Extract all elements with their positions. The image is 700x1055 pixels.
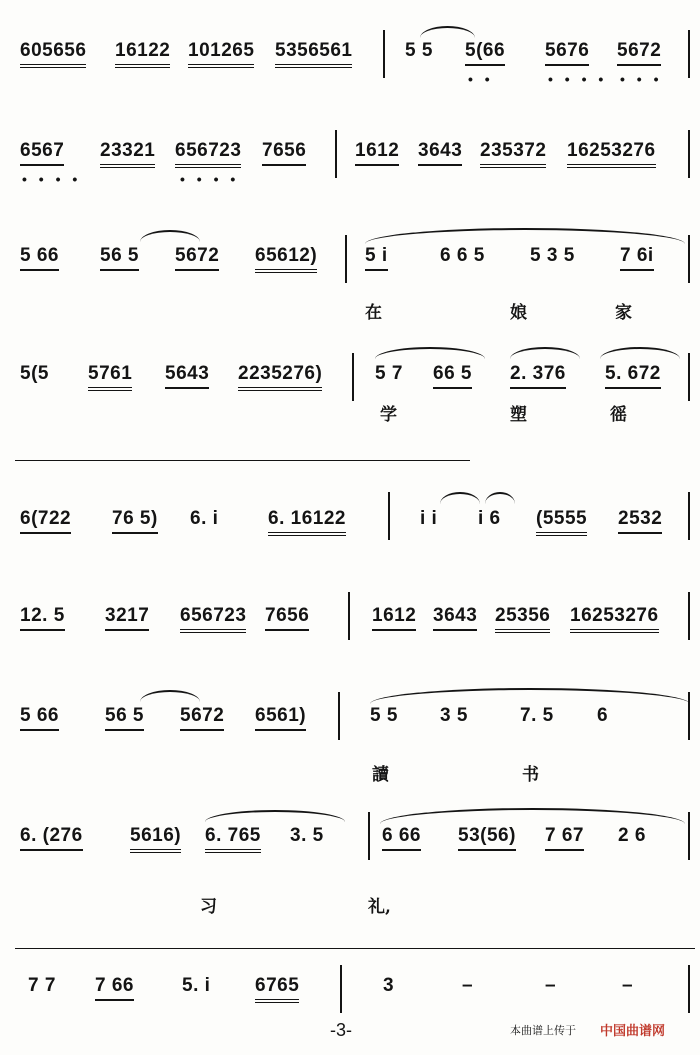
barline [383, 30, 385, 78]
note-group: 7. 5 [520, 705, 554, 726]
note-group: 56 5 [105, 705, 144, 731]
slur [440, 492, 480, 504]
barline [688, 592, 690, 640]
octave-dots: • • • [620, 71, 663, 87]
note-group: 7 66 [95, 975, 134, 1001]
note-group: 5676 [545, 40, 589, 66]
score-system [0, 30, 700, 130]
slur [140, 230, 200, 242]
barline [688, 353, 690, 401]
note-group: 5. 672 [605, 363, 661, 389]
lyric: 在 [365, 303, 382, 323]
page-number: -3- [330, 1020, 352, 1040]
slur [370, 688, 690, 704]
score-system [0, 130, 700, 230]
note-group: 5643 [165, 363, 209, 389]
note-group: 5 66 [20, 245, 59, 271]
note-group: 5(66 [465, 40, 505, 66]
barline [688, 692, 690, 740]
slur [380, 808, 685, 824]
score-system [0, 690, 700, 790]
note-group: – [462, 975, 474, 996]
score-system [0, 810, 700, 917]
note-group: 6567 [20, 140, 64, 166]
barline [345, 235, 347, 283]
divider-line [15, 948, 695, 949]
note-group: 16253276 [570, 605, 659, 633]
note-group: 101265 [188, 40, 254, 68]
note-group: 1612 [372, 605, 416, 631]
note-group: 5356561 [275, 40, 352, 68]
octave-dots: • • • • [180, 171, 240, 187]
note-group: – [545, 975, 557, 996]
note-group: 3 5 [440, 705, 468, 726]
note-group: 5761 [88, 363, 132, 391]
note-group: 5. i [182, 975, 211, 996]
barline [335, 130, 337, 178]
note-group: 7656 [262, 140, 306, 166]
lyric: 家 [615, 303, 632, 323]
lyric: 塑 [510, 405, 527, 425]
note-group: 5 i [365, 245, 388, 271]
barline [688, 235, 690, 283]
note-group: 5616) [130, 825, 181, 853]
barline [688, 965, 690, 1013]
note-group: 5672 [180, 705, 224, 731]
note-group: 6765 [255, 975, 299, 1003]
barline [338, 692, 340, 740]
barline [340, 965, 342, 1013]
barline [688, 492, 690, 540]
note-group: 5672 [617, 40, 661, 66]
lyric: 娘 [510, 303, 527, 323]
note-group: 605656 [20, 40, 86, 68]
note-group: 5 3 5 [530, 245, 575, 266]
score-system [0, 345, 700, 445]
note-group: 5672 [175, 245, 219, 271]
lyric: 礼, [368, 897, 391, 917]
upload-note: 本曲谱上传于 [510, 1024, 576, 1037]
note-group: 5 66 [20, 705, 59, 731]
note-group: i 6 [478, 508, 501, 529]
note-group: i i [420, 508, 438, 529]
barline [688, 130, 690, 178]
slur [375, 347, 485, 359]
slur [510, 347, 580, 359]
note-group: 7 67 [545, 825, 584, 851]
slur [365, 228, 685, 244]
note-group: 2235276) [238, 363, 322, 391]
note-group: 6. 16122 [268, 508, 346, 536]
barline [352, 353, 354, 401]
lyric: 徭 [610, 405, 627, 425]
note-group: – [622, 975, 634, 996]
barline [688, 30, 690, 78]
note-group: 23321 [100, 140, 155, 168]
lyric: 学 [380, 405, 397, 425]
lyric: 书 [522, 765, 539, 785]
note-group: 2 6 [618, 825, 646, 846]
note-group: 6. (276 [20, 825, 83, 851]
note-group: 7656 [265, 605, 309, 631]
site-logo: 中国曲谱网 [600, 1024, 666, 1039]
note-group: 6 66 [382, 825, 421, 851]
slur [485, 492, 515, 504]
note-group: 7 7 [28, 975, 56, 996]
barline [348, 592, 350, 640]
lyric: 讀 [372, 765, 389, 785]
note-group: 3 [383, 975, 395, 996]
note-group: 66 5 [433, 363, 472, 389]
octave-dots: • • • • [548, 71, 608, 87]
note-group: 1612 [355, 140, 399, 166]
octave-dots: • • [468, 71, 494, 87]
slur [205, 810, 345, 822]
score-system [0, 590, 700, 690]
note-group: 16253276 [567, 140, 656, 168]
note-group: 7 6i [620, 245, 654, 271]
note-group: 235372 [480, 140, 546, 168]
slur [600, 347, 680, 359]
note-group: 3. 5 [290, 825, 324, 846]
barline [368, 812, 370, 860]
note-group: 65612) [255, 245, 317, 273]
note-group: 3217 [105, 605, 149, 631]
note-group: 6 [597, 705, 609, 726]
note-group: 5 5 [370, 705, 398, 726]
note-group: 6. 765 [205, 825, 261, 853]
note-group: 3643 [433, 605, 477, 631]
note-group: 6(722 [20, 508, 71, 534]
note-group: 2532 [618, 508, 662, 534]
divider-line [15, 460, 470, 461]
note-group: 53(56) [458, 825, 516, 851]
score-system [0, 490, 700, 590]
note-group: 76 5) [112, 508, 158, 534]
score-system [0, 230, 700, 330]
slur [140, 690, 200, 702]
note-group: 6. i [190, 508, 219, 529]
barline [688, 812, 690, 860]
note-group: 656723 [175, 140, 241, 168]
note-group: (5555 [536, 508, 587, 536]
note-group: 5 5 [405, 40, 433, 61]
note-group: 12. 5 [20, 605, 65, 631]
slur [420, 26, 475, 38]
note-group: 25356 [495, 605, 550, 633]
note-group: 56 5 [100, 245, 139, 271]
note-group: 16122 [115, 40, 170, 68]
note-group: 656723 [180, 605, 246, 633]
barline [388, 492, 390, 540]
octave-dots: • • • • [22, 171, 82, 187]
note-group: 5(5 [20, 363, 49, 384]
lyric: 习 [200, 897, 217, 917]
note-group: 5 7 [375, 363, 403, 384]
note-group: 3643 [418, 140, 462, 166]
note-group: 6561) [255, 705, 306, 731]
note-group: 6 6 5 [440, 245, 485, 266]
note-group: 2. 376 [510, 363, 566, 389]
